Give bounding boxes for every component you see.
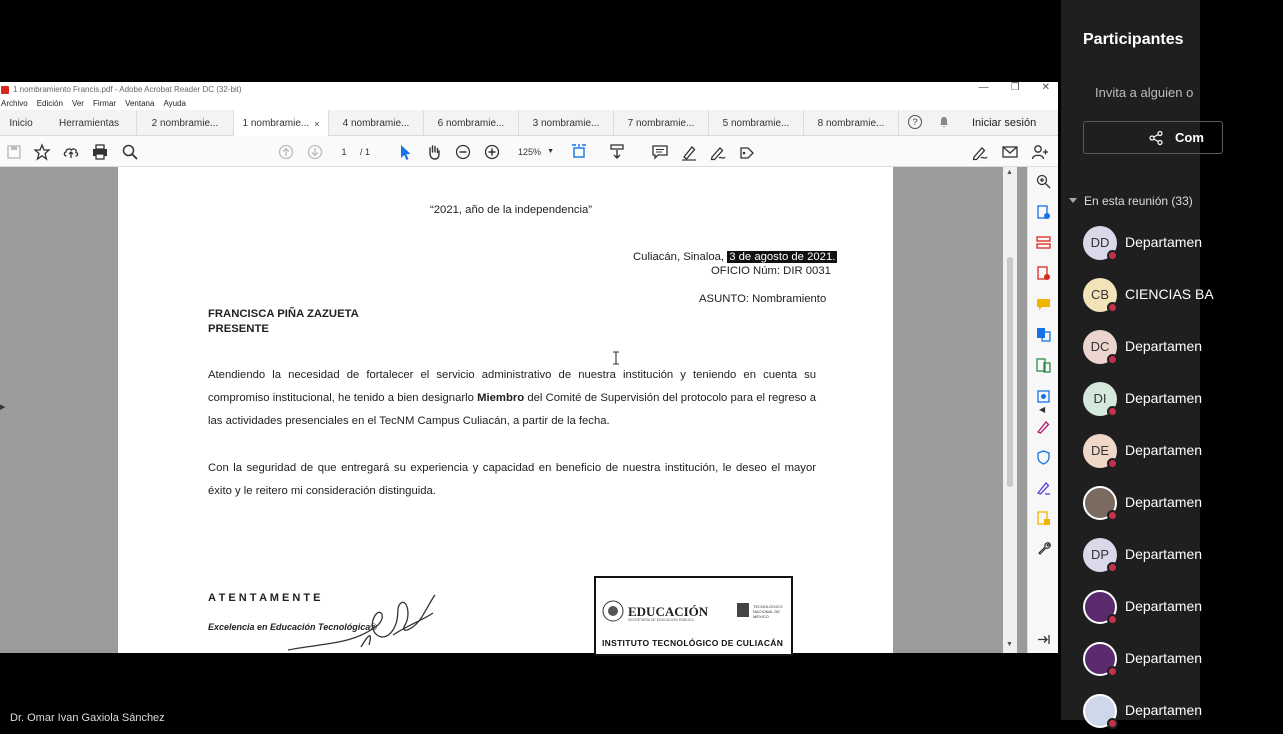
restore-button[interactable]: ❐ [1010, 82, 1020, 93]
tab-label: Herramientas [58, 117, 120, 129]
stamp-sep: SECRETARÍA DE EDUCACIÓN PÚBLICA [628, 618, 694, 622]
menu-ayuda[interactable]: Ayuda [163, 99, 186, 108]
tab-close-icon[interactable]: × [314, 118, 320, 129]
busy-status-icon [1107, 406, 1118, 417]
busy-status-icon [1107, 250, 1118, 261]
busy-status-icon [1107, 354, 1118, 365]
tab-document-3[interactable] [519, 110, 614, 136]
participant-item[interactable] [1083, 538, 1283, 578]
stamp-tecnm: TECNOLÓGICO NACIONAL DE MÉXICO [753, 604, 783, 619]
organize-pages-icon[interactable] [1036, 235, 1051, 250]
paragraph-1-text-b: del Comité de Supervisión del protocolo para el regreso a las actividades presenciales en el TecNM Campus Culiacán, a partir de la fecha. [208, 392, 816, 427]
tab-label: 1 nombramie... [242, 118, 310, 129]
stamp-educacion: EDUCACIÓN [628, 604, 709, 619]
toolbar [0, 136, 1058, 167]
prev-page-icon[interactable] [276, 142, 296, 162]
page-number-input[interactable]: 1 [341, 147, 347, 157]
tab-label: 5 nombramie... [722, 117, 790, 129]
vertical-scrollbar[interactable] [1003, 167, 1017, 653]
participants-panel [1061, 0, 1214, 720]
tab-label: 4 nombramie... [342, 117, 410, 129]
participant-item[interactable] [1083, 694, 1283, 734]
draw-sign-icon[interactable] [708, 142, 728, 162]
participant-name: Departamen [1125, 598, 1203, 614]
title-bar [0, 82, 1058, 97]
participant-item[interactable] [1083, 434, 1283, 474]
participant-item[interactable] [1083, 382, 1283, 422]
document-paragraph-2: Con la seguridad de que entregará su experiencia y capacidad en beneficio de nuestra institución, le deseo el mayor éxito y le reitero mi consideración distinguida. [208, 462, 816, 497]
text-cursor-icon [612, 351, 620, 365]
window-title: 1 nombramiento Francis.pdf - Adobe Acrobat Reader DC (32-bit) [13, 85, 242, 94]
participant-item[interactable] [1083, 486, 1283, 526]
participant-name: Departamen [1125, 442, 1203, 458]
participant-name: CIENCIAS BA [1125, 286, 1214, 302]
select-cursor-icon[interactable] [395, 142, 415, 162]
participant-item[interactable] [1083, 330, 1283, 370]
busy-status-icon [1107, 302, 1118, 313]
avatar: CB [1083, 278, 1117, 312]
create-pdf-icon[interactable] [1036, 205, 1051, 220]
chevron-down-icon: ▼ [547, 148, 554, 155]
left-panel-toggle-icon[interactable]: ▶ [0, 404, 6, 411]
share-user-icon[interactable] [1030, 142, 1050, 162]
participant-name: Departamen [1125, 650, 1203, 666]
in-meeting-label: En esta reunión (33) [1084, 194, 1193, 208]
next-page-icon[interactable] [305, 142, 325, 162]
tab-inicio[interactable] [0, 110, 42, 136]
paragraph-1-text-a: Atendiendo la necesidad de fortalecer el servicio administrativo de nuestra institución y teniendo en cuenta su compromiso institucional, he tenido a bien designarlo [208, 369, 816, 404]
share-icon [1148, 130, 1164, 146]
email-icon[interactable] [1000, 142, 1020, 162]
participant-item[interactable] [1083, 590, 1283, 630]
menu-ventana[interactable]: Ventana [125, 99, 155, 108]
comment-tool-icon[interactable] [1036, 297, 1051, 312]
save-icon[interactable] [4, 142, 24, 162]
zoom-in-icon[interactable] [482, 142, 502, 162]
zoom-level-value: 125% [518, 147, 542, 157]
avatar: DE [1083, 434, 1117, 468]
menu-archivo[interactable]: Archivo [1, 99, 28, 108]
paragraph-1-bold: Miembro [477, 392, 525, 404]
search-icon[interactable] [120, 142, 140, 162]
document-motto: “2021, año de la independencia” [430, 204, 593, 216]
tab-document-8[interactable] [804, 110, 899, 136]
tab-label: Inicio [9, 117, 33, 129]
document-presente: PRESENTE [208, 323, 269, 335]
document-recipient: FRANCISCA PIÑA ZAZUETA [208, 308, 359, 320]
minimize-button[interactable]: — [978, 82, 989, 93]
share-button-label: Com [1175, 130, 1204, 145]
participant-name: Departamen [1125, 338, 1203, 354]
collapse-caret-icon [1069, 198, 1077, 203]
document-paragraph-1 [208, 364, 816, 433]
document-lema: Excelencia en Educación Tecnológica® [208, 622, 377, 632]
page-total: / 1 [360, 147, 371, 157]
invite-input[interactable]: Invita a alguien o [1095, 85, 1194, 100]
institution-stamp [594, 576, 793, 656]
print-icon[interactable] [90, 142, 110, 162]
busy-status-icon [1107, 718, 1118, 729]
hand-tool-icon[interactable] [424, 142, 444, 162]
scrollbar-thumb[interactable] [1007, 257, 1013, 487]
participant-name: Departamen [1125, 234, 1203, 250]
zoom-tool-icon[interactable] [1036, 174, 1051, 189]
help-icon[interactable]: ? [908, 115, 922, 129]
tab-herramientas[interactable] [42, 110, 137, 136]
participant-name: Departamen [1125, 390, 1203, 406]
participants-title: Participantes [1083, 31, 1184, 48]
edit-sign-icon[interactable] [970, 142, 990, 162]
busy-status-icon [1107, 458, 1118, 469]
tab-document-4[interactable] [329, 110, 424, 136]
busy-status-icon [1107, 510, 1118, 521]
scroll-up-icon[interactable]: ▲ [1006, 169, 1013, 176]
tab-document-6[interactable] [424, 110, 519, 136]
participant-item[interactable] [1083, 226, 1283, 266]
collapse-panel-icon[interactable]: ◀ [1039, 405, 1046, 414]
zoom-level-select[interactable] [512, 144, 558, 160]
busy-status-icon [1107, 666, 1118, 677]
document-atentamente: A T E N T A M E N T E [208, 592, 321, 604]
menu-bar [0, 97, 1058, 110]
fit-page-icon[interactable] [569, 142, 589, 162]
document-asunto: ASUNTO: Nombramiento [699, 293, 827, 305]
tab-label: 6 nombramie... [437, 117, 505, 129]
acrobat-window [0, 82, 1058, 653]
pdf-page [118, 167, 893, 653]
protect-shield-icon[interactable] [1036, 450, 1051, 465]
participant-item[interactable] [1083, 642, 1283, 682]
tab-label: 8 nombramie... [817, 117, 885, 129]
more-tools-wrench-icon[interactable] [1036, 541, 1051, 556]
document-viewport[interactable] [0, 167, 1027, 653]
avatar: DI [1083, 382, 1117, 416]
pdf-icon [1, 86, 9, 94]
fill-sign-icon[interactable] [737, 142, 757, 162]
scroll-mode-icon[interactable] [607, 142, 627, 162]
menu-firmar[interactable]: Firmar [92, 99, 117, 108]
signin-button[interactable]: Iniciar sesión [972, 117, 1037, 129]
busy-status-icon [1107, 562, 1118, 573]
tab-label: 3 nombramie... [532, 117, 600, 129]
handwritten-signature [283, 585, 453, 655]
expand-panel-icon[interactable] [1036, 632, 1051, 647]
zoom-out-icon[interactable] [453, 142, 473, 162]
tab-document-5[interactable] [709, 110, 804, 136]
combine-files-icon[interactable] [1036, 327, 1051, 342]
fill-sign-tool-icon[interactable] [1036, 419, 1051, 434]
participant-name: Departamen [1125, 494, 1203, 510]
eagle-seal-icon [602, 600, 624, 622]
request-signature-icon[interactable] [1036, 480, 1051, 495]
tab-label: 7 nombramie... [627, 117, 695, 129]
tools-side-panel [1027, 167, 1058, 653]
menu-ver[interactable]: Ver [71, 99, 84, 108]
comment-icon[interactable] [650, 142, 670, 162]
export-pdf-icon[interactable] [1036, 266, 1051, 281]
scroll-down-icon[interactable]: ▼ [1006, 641, 1013, 648]
document-oficio: OFICIO Núm: DIR 0031 [711, 265, 831, 277]
menu-edicion[interactable]: Edición [36, 99, 63, 108]
tab-label: 2 nombramie... [151, 117, 219, 129]
tab-bar [0, 110, 1058, 136]
send-for-review-icon[interactable] [1036, 511, 1051, 526]
busy-status-icon [1107, 614, 1118, 625]
avatar: DC [1083, 330, 1117, 364]
document-place: Culiacán, Sinaloa, [633, 251, 725, 263]
tecnm-logo-icon [736, 602, 750, 618]
document-date: 3 de agosto de 2021. [729, 251, 836, 263]
participant-item[interactable] [1083, 278, 1283, 318]
tab-document-2[interactable] [137, 110, 234, 136]
avatar: DD [1083, 226, 1117, 260]
tab-document-7[interactable] [614, 110, 709, 136]
scan-ocr-icon[interactable] [1036, 389, 1051, 404]
share-invite-button[interactable] [1083, 121, 1223, 154]
upload-cloud-icon[interactable] [61, 142, 81, 162]
participant-name: Departamen [1125, 702, 1203, 718]
highlight-pen-icon[interactable] [679, 142, 699, 162]
participant-name: Departamen [1125, 546, 1203, 562]
bell-icon[interactable] [938, 116, 950, 128]
close-window-button[interactable]: ✕ [1041, 82, 1050, 93]
edit-pdf-icon[interactable] [1036, 358, 1051, 373]
document-place-date [633, 251, 837, 263]
presenter-name: Dr. Omar Ivan Gaxiola Sánchez [10, 712, 165, 724]
tab-document-1[interactable] [234, 110, 329, 137]
avatar: DP [1083, 538, 1117, 572]
bookmark-star-icon[interactable] [32, 142, 52, 162]
stamp-institute: INSTITUTO TECNOLÓGICO DE CULIACÁN [602, 638, 784, 648]
in-meeting-header[interactable] [1069, 194, 1193, 208]
